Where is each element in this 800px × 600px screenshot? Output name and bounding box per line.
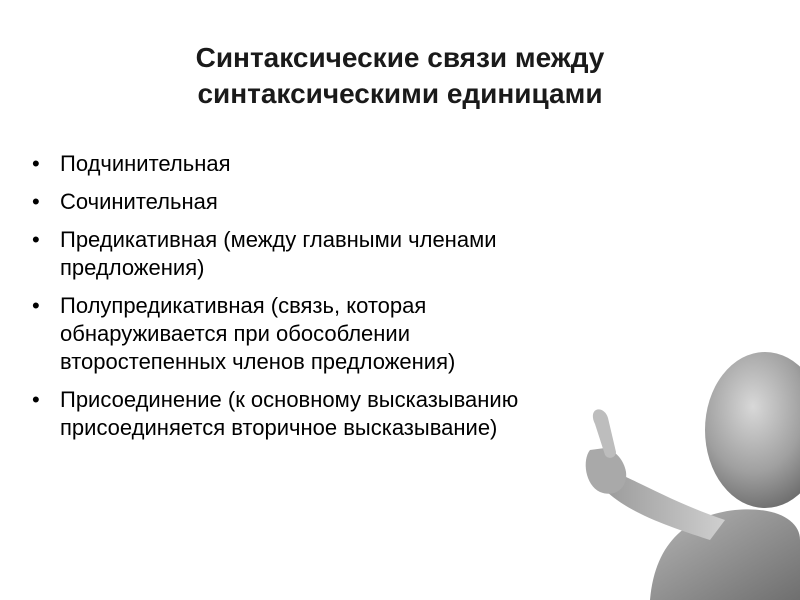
slide-title <box>100 40 700 112</box>
list-item-text: Присоединение (к основному высказыванию присоединяется вторичное высказывание) <box>60 387 519 440</box>
list-item-text: Сочинительная <box>60 189 218 214</box>
figure-head <box>705 352 800 508</box>
list-item <box>30 188 530 216</box>
list-item <box>30 226 530 282</box>
list-item <box>30 386 530 442</box>
bullet-marker: • <box>32 293 40 318</box>
list-item-text: Подчинительная <box>60 151 231 176</box>
bullet-marker: • <box>32 227 40 252</box>
list-item-text: Полупредикативная (связь, которая обнаруживается при обособлении второстепенных членов предложения) <box>60 293 456 374</box>
title-line-1: Синтаксические связи между <box>195 42 605 73</box>
bullet-marker: • <box>32 151 40 176</box>
list-item <box>30 292 530 376</box>
title-line-2: синтаксическими единицами <box>197 78 603 109</box>
bullet-marker: • <box>32 387 40 412</box>
list-item <box>30 150 530 178</box>
bullet-list <box>30 150 530 452</box>
bullet-marker: • <box>32 189 40 214</box>
pointing-figure-illustration <box>560 300 800 600</box>
list-item-text: Предикативная (между главными членами предложения) <box>60 227 497 280</box>
